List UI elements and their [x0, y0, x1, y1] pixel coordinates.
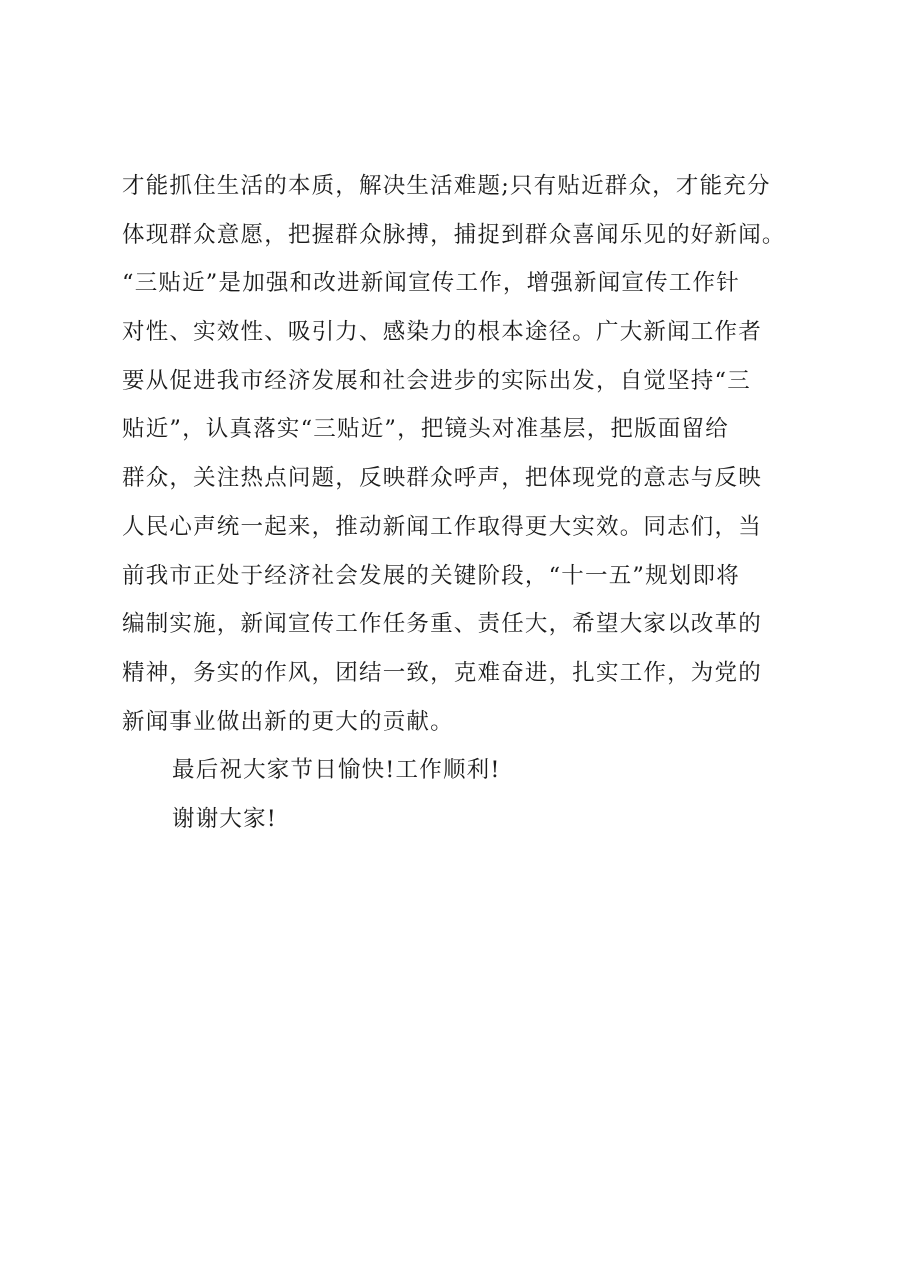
closing-wish: 最后祝大家节日愉快!工作顺利!	[172, 757, 501, 784]
paragraph-line: 前我市正处于经济社会发展的关键阶段，“十一五”规划即将	[122, 562, 740, 589]
paragraph-line: 要从促进我市经济发展和社会进步的实际出发，自觉坚持“三	[122, 367, 751, 394]
paragraph-line: 编制实施，新闻宣传工作任务重、责任大，希望大家以改革的	[122, 611, 762, 638]
paragraph-line: 群众，关注热点问题，反映群众呼声，把体现党的意志与反映	[122, 465, 762, 492]
thanks-line: 谢谢大家!	[172, 805, 278, 832]
paragraph-line: 体现群众意愿，把握群众脉搏，捕捉到群众喜闻乐见的好新闻。	[122, 221, 786, 248]
paragraph-line: 新闻事业做出新的更大的贡献。	[122, 708, 454, 735]
paragraph-line: 对性、实效性、吸引力、感染力的根本途径。广大新闻工作者	[122, 319, 762, 346]
speech-body	[122, 162, 812, 844]
paragraph-line: 才能抓住生活的本质，解决生活难题;只有贴近群众，才能充分	[122, 173, 771, 199]
paragraph-line: 贴近”，认真落实“三贴近”，把镜头对准基层，把版面留给	[122, 416, 729, 443]
paragraph-line: 人民心声统一起来，推动新闻工作取得更大实效。同志们，当	[122, 513, 762, 540]
paragraph-line: 精神，务实的作风，团结一致，克难奋进，扎实工作，为党的	[122, 659, 762, 686]
paragraph-line: “三贴近”是加强和改进新闻宣传工作，增强新闻宣传工作针	[122, 270, 740, 297]
